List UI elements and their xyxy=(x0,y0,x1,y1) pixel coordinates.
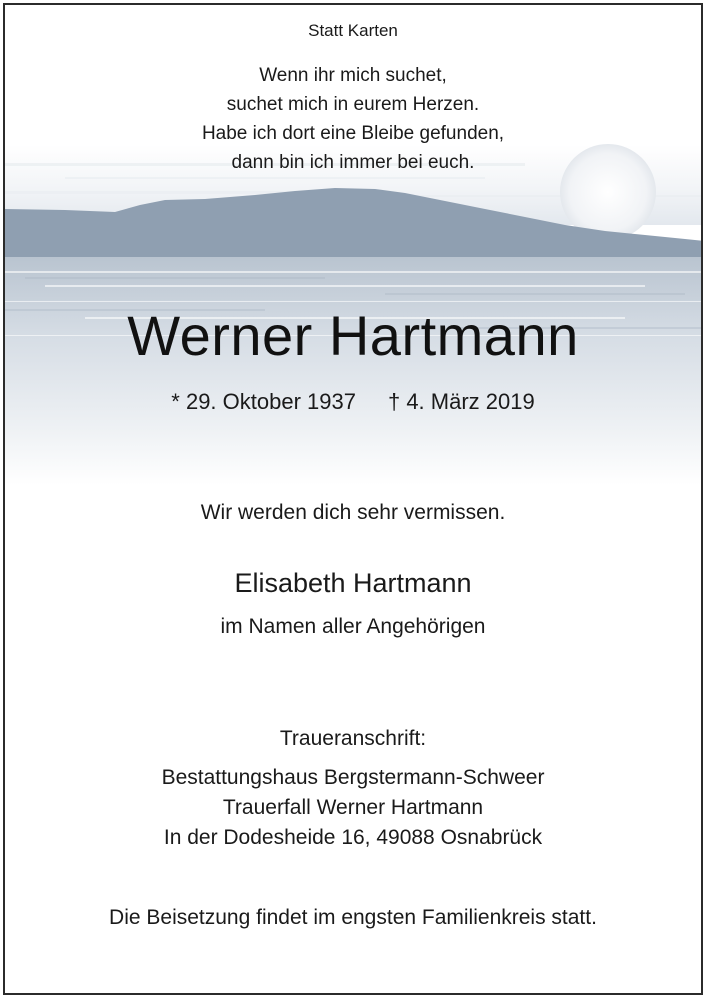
obituary-card xyxy=(3,3,703,995)
farewell-message: Wir werden dich sehr vermissen. xyxy=(200,501,506,524)
poem-line: Wenn ihr mich suchet, xyxy=(259,65,447,86)
poem-line: dann bin ich immer bei euch. xyxy=(231,152,475,173)
address-heading: Traueranschrift: xyxy=(279,727,427,750)
deceased-name: Werner Hartmann xyxy=(127,304,579,367)
address-line: Bestattungshaus Bergstermann-Schweer xyxy=(161,766,545,789)
mourning-address xyxy=(5,763,701,853)
memorial-poem xyxy=(5,61,701,177)
poem-line: suchet mich in eurem Herzen. xyxy=(226,94,480,115)
address-line: In der Dodesheide 16, 49088 Osnabrück xyxy=(163,826,543,849)
life-dates xyxy=(5,389,701,415)
address-line: Trauerfall Werner Hartmann xyxy=(222,796,484,819)
lake-water xyxy=(5,257,703,485)
death-date: † 4. März 2019 xyxy=(387,389,535,414)
poem-line: Habe ich dort eine Bleibe gefunden, xyxy=(201,123,505,144)
statt-karten-label: Statt Karten xyxy=(308,21,398,40)
birth-date: * 29. Oktober 1937 xyxy=(171,389,356,414)
burial-note: Die Beisetzung findet im engsten Familienkreis statt. xyxy=(109,906,597,929)
mourner-name: Elisabeth Hartmann xyxy=(234,568,472,598)
on-behalf-note: im Namen aller Angehörigen xyxy=(220,615,486,638)
